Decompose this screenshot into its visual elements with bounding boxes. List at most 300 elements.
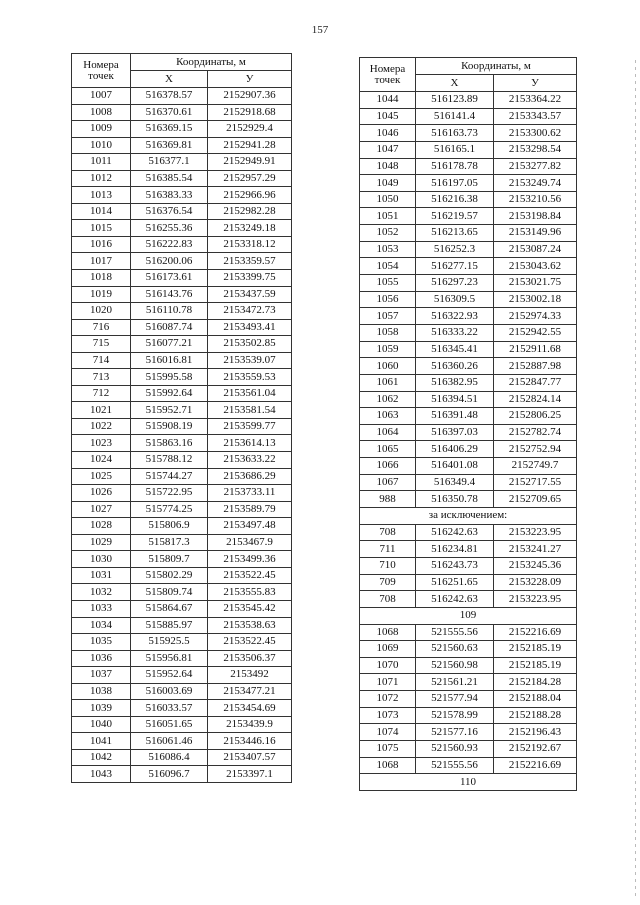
y-coordinate-cell: 2152709.65: [494, 491, 577, 508]
y-coordinate-cell: 2153249.74: [494, 175, 577, 192]
y-coordinate-cell: 2153021.75: [494, 275, 577, 292]
y-coordinate-cell: 2153539.07: [208, 352, 292, 369]
table-row: [72, 137, 292, 154]
y-coordinate-cell: 2153364.22: [494, 92, 577, 109]
point-number-cell: 1049: [360, 175, 416, 192]
x-coordinate-cell: 516255.36: [131, 220, 208, 237]
y-coordinate-cell: 2152957.29: [208, 170, 292, 187]
table-row: [72, 402, 292, 419]
table-row: [72, 617, 292, 634]
y-coordinate-cell: 2153439.9: [208, 716, 292, 733]
x-coordinate-cell: 516165.1: [416, 141, 494, 158]
x-coordinate-cell: 515908.19: [131, 418, 208, 435]
header-point-numbers-line2: точек: [88, 69, 114, 82]
header-point-numbers-line1: Номера: [369, 62, 406, 75]
y-coordinate-cell: 2153502.85: [208, 336, 292, 353]
x-coordinate-cell: 516369.81: [131, 137, 208, 154]
y-coordinate-cell: 2153561.04: [208, 385, 292, 402]
table-row: [72, 303, 292, 320]
table-row: [72, 567, 292, 584]
point-number-cell: 1058: [360, 324, 416, 341]
header-coordinates: Координаты, м: [131, 54, 292, 71]
x-coordinate-cell: 515817.3: [131, 534, 208, 551]
x-coordinate-cell: 515952.71: [131, 402, 208, 419]
x-coordinate-cell: 516394.51: [416, 391, 494, 408]
point-number-cell: 1073: [360, 707, 416, 724]
table-row: [360, 691, 577, 708]
table-row: [72, 336, 292, 353]
y-coordinate-cell: 2153397.1: [208, 766, 292, 783]
x-coordinate-cell: 516213.65: [416, 225, 494, 242]
x-coordinate-cell: 515956.81: [131, 650, 208, 667]
point-number-cell: 1038: [72, 683, 131, 700]
y-coordinate-cell: 2152188.28: [494, 707, 577, 724]
x-coordinate-cell: 516297.23: [416, 275, 494, 292]
point-number-cell: 708: [360, 591, 416, 608]
x-coordinate-cell: 516243.73: [416, 557, 494, 574]
y-coordinate-cell: 2153545.42: [208, 600, 292, 617]
y-coordinate-cell: 2153686.29: [208, 468, 292, 485]
x-coordinate-cell: 516391.48: [416, 408, 494, 425]
point-number-cell: 1014: [72, 203, 131, 220]
y-coordinate-cell: 2153210.56: [494, 191, 577, 208]
y-coordinate-cell: 2153249.18: [208, 220, 292, 237]
x-coordinate-cell: 516086.4: [131, 749, 208, 766]
section-number-row-label: 110: [360, 774, 577, 791]
table-row: [360, 574, 577, 591]
x-coordinate-cell: 516141.4: [416, 108, 494, 125]
table-row: [72, 700, 292, 717]
table-row: [72, 369, 292, 386]
table-row: [360, 308, 577, 325]
x-coordinate-cell: 515809.74: [131, 584, 208, 601]
x-coordinate-cell: 516242.63: [416, 524, 494, 541]
table-row: [72, 468, 292, 485]
point-number-cell: 1031: [72, 567, 131, 584]
y-coordinate-cell: 2153555.83: [208, 584, 292, 601]
table-row: [72, 270, 292, 287]
table-row: [360, 258, 577, 275]
point-number-cell: 1051: [360, 208, 416, 225]
y-coordinate-cell: 2153241.27: [494, 541, 577, 558]
point-number-cell: 712: [72, 385, 131, 402]
point-number-cell: 1032: [72, 584, 131, 601]
x-coordinate-cell: 516219.57: [416, 208, 494, 225]
table-row: [360, 241, 577, 258]
point-number-cell: 1057: [360, 308, 416, 325]
table-row: [360, 474, 577, 491]
point-number-cell: 1066: [360, 458, 416, 475]
table-row: [360, 740, 577, 757]
point-number-cell: 1060: [360, 358, 416, 375]
y-coordinate-cell: 2153733.11: [208, 485, 292, 502]
table-row: [72, 203, 292, 220]
x-coordinate-cell: 516163.73: [416, 125, 494, 142]
x-coordinate-cell: 515774.25: [131, 501, 208, 518]
point-number-cell: 988: [360, 491, 416, 508]
point-number-cell: 1018: [72, 270, 131, 287]
point-number-cell: 708: [360, 524, 416, 541]
table-row: [360, 191, 577, 208]
point-number-cell: 1062: [360, 391, 416, 408]
y-coordinate-cell: 2153223.95: [494, 591, 577, 608]
point-number-cell: 1007: [72, 88, 131, 105]
x-coordinate-cell: 516309.5: [416, 291, 494, 308]
point-number-cell: 1025: [72, 468, 131, 485]
exclusion-row-label: за исключением:: [360, 508, 577, 525]
header-y: У: [494, 75, 577, 92]
x-coordinate-cell: 516234.81: [416, 541, 494, 558]
y-coordinate-cell: 2152918.68: [208, 104, 292, 121]
x-coordinate-cell: 516216.38: [416, 191, 494, 208]
y-coordinate-cell: 2152806.25: [494, 408, 577, 425]
point-number-cell: 1072: [360, 691, 416, 708]
y-coordinate-cell: 2153087.24: [494, 241, 577, 258]
table-row: [72, 187, 292, 204]
point-number-cell: 1046: [360, 125, 416, 142]
table-row: [360, 541, 577, 558]
x-coordinate-cell: 516003.69: [131, 683, 208, 700]
x-coordinate-cell: 515992.64: [131, 385, 208, 402]
y-coordinate-cell: 2153472.73: [208, 303, 292, 320]
point-number-cell: 715: [72, 336, 131, 353]
table-row: [360, 524, 577, 541]
x-coordinate-cell: 516406.29: [416, 441, 494, 458]
point-number-cell: 1039: [72, 700, 131, 717]
point-number-cell: 1037: [72, 667, 131, 684]
y-coordinate-cell: 2153499.36: [208, 551, 292, 568]
page-number: 157: [311, 24, 329, 36]
y-coordinate-cell: 2152752.94: [494, 441, 577, 458]
point-number-cell: 1016: [72, 236, 131, 253]
x-coordinate-cell: 521560.63: [416, 641, 494, 658]
x-coordinate-cell: 515744.27: [131, 468, 208, 485]
point-number-cell: 1059: [360, 341, 416, 358]
table-row: [360, 208, 577, 225]
y-coordinate-cell: 2153599.77: [208, 418, 292, 435]
x-coordinate-cell: 516123.89: [416, 92, 494, 109]
table-row: [360, 707, 577, 724]
y-coordinate-cell: 2152185.19: [494, 641, 577, 658]
x-coordinate-cell: 515788.12: [131, 452, 208, 469]
x-coordinate-cell: 516350.78: [416, 491, 494, 508]
table-row: [72, 667, 292, 684]
x-coordinate-cell: 516222.83: [131, 236, 208, 253]
x-coordinate-cell: 516077.21: [131, 336, 208, 353]
x-coordinate-cell: 515995.58: [131, 369, 208, 386]
point-number-cell: 1011: [72, 154, 131, 171]
point-number-cell: 1050: [360, 191, 416, 208]
point-number-cell: 1048: [360, 158, 416, 175]
y-coordinate-cell: 2153223.95: [494, 524, 577, 541]
x-coordinate-cell: 515952.64: [131, 667, 208, 684]
y-coordinate-cell: 2152184.28: [494, 674, 577, 691]
table-row: [72, 650, 292, 667]
point-number-cell: 1030: [72, 551, 131, 568]
table-row: [72, 733, 292, 750]
table-row: [72, 253, 292, 270]
point-number-cell: 710: [360, 557, 416, 574]
x-coordinate-cell: 515863.16: [131, 435, 208, 452]
point-number-cell: 1013: [72, 187, 131, 204]
point-number-cell: 1020: [72, 303, 131, 320]
y-coordinate-cell: 2153506.37: [208, 650, 292, 667]
table-row: [360, 724, 577, 741]
x-coordinate-cell: 516383.33: [131, 187, 208, 204]
table-row: [360, 641, 577, 658]
x-coordinate-cell: 516016.81: [131, 352, 208, 369]
x-coordinate-cell: 516173.61: [131, 270, 208, 287]
table-row: [72, 600, 292, 617]
y-coordinate-cell: 2153522.45: [208, 567, 292, 584]
header-coordinates: Координаты, м: [416, 58, 577, 75]
y-coordinate-cell: 2153298.54: [494, 141, 577, 158]
y-coordinate-cell: 2152942.55: [494, 324, 577, 341]
x-coordinate-cell: 516360.26: [416, 358, 494, 375]
y-coordinate-cell: 2152749.7: [494, 458, 577, 475]
table-row: [360, 458, 577, 475]
y-coordinate-cell: 2153245.36: [494, 557, 577, 574]
y-coordinate-cell: 2153477.21: [208, 683, 292, 700]
y-coordinate-cell: 2153277.82: [494, 158, 577, 175]
header-x: X: [131, 71, 208, 88]
y-coordinate-cell: 2152966.96: [208, 187, 292, 204]
section-number-row-label: 109: [360, 607, 577, 624]
table-row: [72, 749, 292, 766]
x-coordinate-cell: 515809.7: [131, 551, 208, 568]
x-coordinate-cell: 516397.03: [416, 424, 494, 441]
table-row: [360, 175, 577, 192]
point-number-cell: 1041: [72, 733, 131, 750]
x-coordinate-cell: 515864.67: [131, 600, 208, 617]
table-row: [360, 441, 577, 458]
y-coordinate-cell: 2153300.62: [494, 125, 577, 142]
y-coordinate-cell: 2152982.28: [208, 203, 292, 220]
y-coordinate-cell: 2152907.36: [208, 88, 292, 105]
x-coordinate-cell: 516377.1: [131, 154, 208, 171]
coordinates-table-left: [71, 53, 292, 783]
table-row: [72, 435, 292, 452]
table-row: [72, 518, 292, 535]
y-coordinate-cell: 2153522.45: [208, 634, 292, 651]
point-number-cell: 1040: [72, 716, 131, 733]
point-number-cell: 1054: [360, 258, 416, 275]
point-number-cell: 714: [72, 352, 131, 369]
table-row: [360, 358, 577, 375]
y-coordinate-cell: 2152911.68: [494, 341, 577, 358]
x-coordinate-cell: 515722.95: [131, 485, 208, 502]
x-coordinate-cell: 516110.78: [131, 303, 208, 320]
y-coordinate-cell: 2153407.57: [208, 749, 292, 766]
point-number-cell: 1053: [360, 241, 416, 258]
point-number-cell: 1027: [72, 501, 131, 518]
point-number-cell: 1056: [360, 291, 416, 308]
table-row: [360, 657, 577, 674]
x-coordinate-cell: 516369.15: [131, 121, 208, 138]
table-row: [72, 236, 292, 253]
point-number-cell: 1052: [360, 225, 416, 242]
section-number-row: [360, 607, 577, 624]
y-coordinate-cell: 2153318.12: [208, 236, 292, 253]
y-coordinate-cell: 2153437.59: [208, 286, 292, 303]
y-coordinate-cell: 2153581.54: [208, 402, 292, 419]
point-number-cell: 1009: [72, 121, 131, 138]
y-coordinate-cell: 2152782.74: [494, 424, 577, 441]
point-number-cell: 1071: [360, 674, 416, 691]
y-coordinate-cell: 2153454.69: [208, 700, 292, 717]
point-number-cell: 1024: [72, 452, 131, 469]
x-coordinate-cell: 516401.08: [416, 458, 494, 475]
y-coordinate-cell: 2152192.67: [494, 740, 577, 757]
x-coordinate-cell: 516178.78: [416, 158, 494, 175]
x-coordinate-cell: 516087.74: [131, 319, 208, 336]
point-number-cell: 1023: [72, 435, 131, 452]
x-coordinate-cell: 521577.94: [416, 691, 494, 708]
table-row: [360, 374, 577, 391]
table-row: [72, 88, 292, 105]
point-number-cell: 1074: [360, 724, 416, 741]
table-row: [360, 757, 577, 774]
table-row: [360, 491, 577, 508]
left-table-body: [72, 88, 292, 783]
x-coordinate-cell: 516370.61: [131, 104, 208, 121]
point-number-cell: 1029: [72, 534, 131, 551]
point-number-cell: 1045: [360, 108, 416, 125]
point-number-cell: 1010: [72, 137, 131, 154]
header-x: X: [416, 75, 494, 92]
x-coordinate-cell: 516333.22: [416, 324, 494, 341]
table-row: [360, 108, 577, 125]
table-row: [360, 291, 577, 308]
y-coordinate-cell: 2153538.63: [208, 617, 292, 634]
x-coordinate-cell: 516349.4: [416, 474, 494, 491]
x-coordinate-cell: 515885.97: [131, 617, 208, 634]
header-point-numbers: [72, 54, 131, 88]
y-coordinate-cell: 2153446.16: [208, 733, 292, 750]
point-number-cell: 1068: [360, 757, 416, 774]
table-row: [72, 766, 292, 783]
point-number-cell: 1012: [72, 170, 131, 187]
y-coordinate-cell: 2153493.41: [208, 319, 292, 336]
x-coordinate-cell: 521577.16: [416, 724, 494, 741]
y-coordinate-cell: 2153149.96: [494, 225, 577, 242]
y-coordinate-cell: 2152847.77: [494, 374, 577, 391]
point-number-cell: 1008: [72, 104, 131, 121]
table-row: [72, 485, 292, 502]
point-number-cell: 1069: [360, 641, 416, 658]
point-number-cell: 1064: [360, 424, 416, 441]
y-coordinate-cell: 2153399.75: [208, 270, 292, 287]
point-number-cell: 1044: [360, 92, 416, 109]
point-number-cell: 711: [360, 541, 416, 558]
x-coordinate-cell: 521578.99: [416, 707, 494, 724]
x-coordinate-cell: 516382.95: [416, 374, 494, 391]
point-number-cell: 1067: [360, 474, 416, 491]
table-row: [360, 92, 577, 109]
x-coordinate-cell: 516197.05: [416, 175, 494, 192]
table-row: [72, 584, 292, 601]
y-coordinate-cell: 2152887.98: [494, 358, 577, 375]
point-number-cell: 1047: [360, 141, 416, 158]
x-coordinate-cell: 516242.63: [416, 591, 494, 608]
y-coordinate-cell: 2152216.69: [494, 624, 577, 641]
y-coordinate-cell: 2153043.62: [494, 258, 577, 275]
table-row: [72, 352, 292, 369]
point-number-cell: 1035: [72, 634, 131, 651]
table-row: [72, 501, 292, 518]
header-point-numbers-line1: Номера: [83, 58, 119, 71]
x-coordinate-cell: 516251.65: [416, 574, 494, 591]
table-row: [360, 324, 577, 341]
point-number-cell: 1019: [72, 286, 131, 303]
x-coordinate-cell: 516385.54: [131, 170, 208, 187]
point-number-cell: 1015: [72, 220, 131, 237]
x-coordinate-cell: 521555.56: [416, 624, 494, 641]
x-coordinate-cell: 516277.15: [416, 258, 494, 275]
table-row: [72, 154, 292, 171]
x-coordinate-cell: 516322.93: [416, 308, 494, 325]
table-row: [72, 220, 292, 237]
point-number-cell: 1043: [72, 766, 131, 783]
table-row: [72, 551, 292, 568]
y-coordinate-cell: 2152216.69: [494, 757, 577, 774]
table-row: [360, 225, 577, 242]
scan-edge-mark: [635, 60, 636, 900]
y-coordinate-cell: 2153559.53: [208, 369, 292, 386]
point-number-cell: 709: [360, 574, 416, 591]
point-number-cell: 1068: [360, 624, 416, 641]
y-coordinate-cell: 2152717.55: [494, 474, 577, 491]
table-row: [360, 125, 577, 142]
point-number-cell: 1017: [72, 253, 131, 270]
x-coordinate-cell: 521560.98: [416, 657, 494, 674]
table-row: [72, 716, 292, 733]
x-coordinate-cell: 515802.29: [131, 567, 208, 584]
table-row: [72, 452, 292, 469]
y-coordinate-cell: 2153467.9: [208, 534, 292, 551]
x-coordinate-cell: 521561.21: [416, 674, 494, 691]
table-row: [72, 104, 292, 121]
x-coordinate-cell: 516345.41: [416, 341, 494, 358]
x-coordinate-cell: 516033.57: [131, 700, 208, 717]
right-table-body: [360, 92, 577, 791]
point-number-cell: 1055: [360, 275, 416, 292]
y-coordinate-cell: 2152929.4: [208, 121, 292, 138]
y-coordinate-cell: 2152949.91: [208, 154, 292, 171]
table-row: [360, 624, 577, 641]
point-number-cell: 713: [72, 369, 131, 386]
point-number-cell: 1063: [360, 408, 416, 425]
table-row: [72, 534, 292, 551]
x-coordinate-cell: 516051.65: [131, 716, 208, 733]
point-number-cell: 1028: [72, 518, 131, 535]
table-row: [72, 170, 292, 187]
table-row: [72, 121, 292, 138]
table-row: [72, 634, 292, 651]
y-coordinate-cell: 2152196.43: [494, 724, 577, 741]
point-number-cell: 1021: [72, 402, 131, 419]
table-row: [72, 418, 292, 435]
y-coordinate-cell: 2153343.57: [494, 108, 577, 125]
point-number-cell: 1036: [72, 650, 131, 667]
x-coordinate-cell: 516143.76: [131, 286, 208, 303]
y-coordinate-cell: 2152941.28: [208, 137, 292, 154]
coordinates-table-right: [359, 57, 577, 791]
table-row: [360, 158, 577, 175]
point-number-cell: 716: [72, 319, 131, 336]
header-point-numbers-line2: точек: [374, 73, 401, 86]
x-coordinate-cell: 521560.93: [416, 740, 494, 757]
